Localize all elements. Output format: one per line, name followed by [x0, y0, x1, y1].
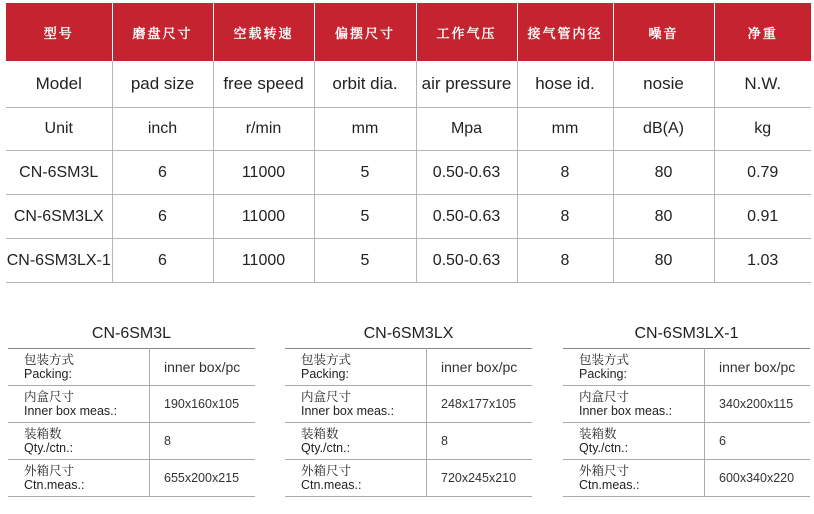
label-en: Qty./ctn.: [301, 441, 351, 455]
row-label [8, 349, 150, 386]
header-pad-size-cell: 磨盘尺寸 [112, 3, 213, 61]
row-value: 8 [427, 423, 533, 460]
row-value: 600x340x220 [705, 460, 811, 497]
table-row [8, 460, 255, 497]
row-label [285, 460, 427, 497]
packing-table-grid [8, 348, 255, 497]
table-row [8, 386, 255, 423]
table-cell: 80 [613, 151, 714, 195]
table-cell: free speed [213, 61, 314, 108]
row-value: 655x200x215 [150, 460, 256, 497]
unit-row [6, 108, 811, 151]
table-cell: nosie [613, 61, 714, 108]
table-cell: 6 [112, 195, 213, 239]
table-cell: CN-6SM3L [6, 151, 112, 195]
packing-table-cn-6sm3lx-1 [563, 320, 810, 497]
row-value: 720x245x210 [427, 460, 533, 497]
table-cell: 0.79 [714, 151, 811, 195]
packing-table-cn-6sm3lx [285, 320, 532, 497]
model-row [6, 61, 811, 108]
label-en: Inner box meas.: [301, 404, 395, 418]
label-cn: 包装方式 [301, 353, 352, 367]
table-cell: r/min [213, 108, 314, 151]
table-cell: Unit [6, 108, 112, 151]
row-value: 190x160x105 [150, 386, 256, 423]
table-row [563, 349, 810, 386]
label-en: Ctn.meas.: [301, 478, 362, 492]
table-cell: hose id. [517, 61, 613, 108]
row-label [8, 423, 150, 460]
table-row [6, 151, 811, 195]
table-cell: 0.91 [714, 195, 811, 239]
table-cell: 8 [517, 151, 613, 195]
table-cell: 11000 [213, 239, 314, 283]
table-cell: Model [6, 61, 112, 108]
label-cn: 内盒尺寸 [301, 390, 352, 404]
table-row [8, 423, 255, 460]
table-cell: N.W. [714, 61, 811, 108]
table-cell: Mpa [416, 108, 517, 151]
header-noise-cell: 噪音 [613, 3, 714, 61]
label-cn: 外箱尺寸 [301, 464, 352, 478]
label-cn: 包装方式 [579, 353, 630, 367]
label-en: Packing: [301, 367, 349, 381]
table-cell: mm [517, 108, 613, 151]
table-row [6, 239, 811, 283]
table-cell: 0.50-0.63 [416, 239, 517, 283]
row-label [563, 460, 705, 497]
header-weight-cell: 净重 [714, 3, 811, 61]
spec-header-row [6, 3, 811, 61]
table-cell: 5 [314, 151, 416, 195]
row-value: inner box/pc [427, 349, 533, 386]
table-row [285, 386, 532, 423]
label-en: Qty./ctn.: [24, 441, 74, 455]
table-cell: air pressure [416, 61, 517, 108]
label-cn: 装箱数 [579, 427, 617, 441]
row-value: 6 [705, 423, 811, 460]
label-en: Packing: [579, 367, 627, 381]
table-cell: 5 [314, 239, 416, 283]
row-label [285, 423, 427, 460]
row-value: 248x177x105 [427, 386, 533, 423]
table-cell: 8 [517, 195, 613, 239]
table-cell: 5 [314, 195, 416, 239]
table-cell: kg [714, 108, 811, 151]
row-label [8, 460, 150, 497]
table-cell: 11000 [213, 151, 314, 195]
header-free-speed-cell: 空载转速 [213, 3, 314, 61]
row-value: inner box/pc [150, 349, 256, 386]
table-cell: 6 [112, 239, 213, 283]
table-row [6, 195, 811, 239]
label-en: Packing: [24, 367, 72, 381]
label-en: Qty./ctn.: [579, 441, 629, 455]
table-cell: 8 [517, 239, 613, 283]
table-cell: 80 [613, 195, 714, 239]
table-cell: 80 [613, 239, 714, 283]
label-cn: 装箱数 [24, 427, 62, 441]
table-cell: 0.50-0.63 [416, 151, 517, 195]
table-row [285, 460, 532, 497]
table-cell: CN-6SM3LX-1 [6, 239, 112, 283]
row-label [285, 349, 427, 386]
table-cell: inch [112, 108, 213, 151]
table-row [563, 460, 810, 497]
table-cell: 1.03 [714, 239, 811, 283]
row-label [563, 423, 705, 460]
row-label [8, 386, 150, 423]
label-cn: 内盒尺寸 [579, 390, 630, 404]
label-cn: 内盒尺寸 [24, 390, 75, 404]
table-cell: CN-6SM3LX [6, 195, 112, 239]
row-value: 340x200x115 [705, 386, 811, 423]
table-cell: mm [314, 108, 416, 151]
table-row [285, 423, 532, 460]
row-label [563, 349, 705, 386]
packing-table-title: CN-6SM3LX [363, 325, 454, 342]
label-en: Inner box meas.: [579, 404, 673, 418]
label-en: Ctn.meas.: [24, 478, 85, 492]
row-label [563, 386, 705, 423]
packing-table-title: CN-6SM3LX-1 [634, 325, 739, 342]
table-cell: dB(A) [613, 108, 714, 151]
label-en: Inner box meas.: [24, 404, 118, 418]
table-cell: 0.50-0.63 [416, 195, 517, 239]
header-hose-id-cell: 接气管内径 [517, 3, 613, 61]
packing-table-grid [563, 348, 810, 497]
table-row [563, 423, 810, 460]
header-model-cell: 型号 [6, 3, 112, 61]
header-orbit-cell: 偏摆尺寸 [314, 3, 416, 61]
packing-table-cn-6sm3l [8, 320, 255, 497]
packing-table-title: CN-6SM3L [91, 325, 172, 342]
table-cell: pad size [112, 61, 213, 108]
table-row [285, 349, 532, 386]
row-label [285, 386, 427, 423]
label-cn: 外箱尺寸 [579, 464, 630, 478]
table-cell: 6 [112, 151, 213, 195]
row-value: 8 [150, 423, 256, 460]
label-cn: 包装方式 [24, 353, 75, 367]
row-value: inner box/pc [705, 349, 811, 386]
packing-table-grid [285, 348, 532, 497]
header-air-pressure-cell: 工作气压 [416, 3, 517, 61]
label-en: Ctn.meas.: [579, 478, 640, 492]
spec-table [6, 3, 811, 283]
table-cell: 11000 [213, 195, 314, 239]
table-cell: orbit dia. [314, 61, 416, 108]
label-cn: 外箱尺寸 [24, 464, 75, 478]
table-row [8, 349, 255, 386]
table-row [563, 386, 810, 423]
label-cn: 装箱数 [301, 427, 339, 441]
